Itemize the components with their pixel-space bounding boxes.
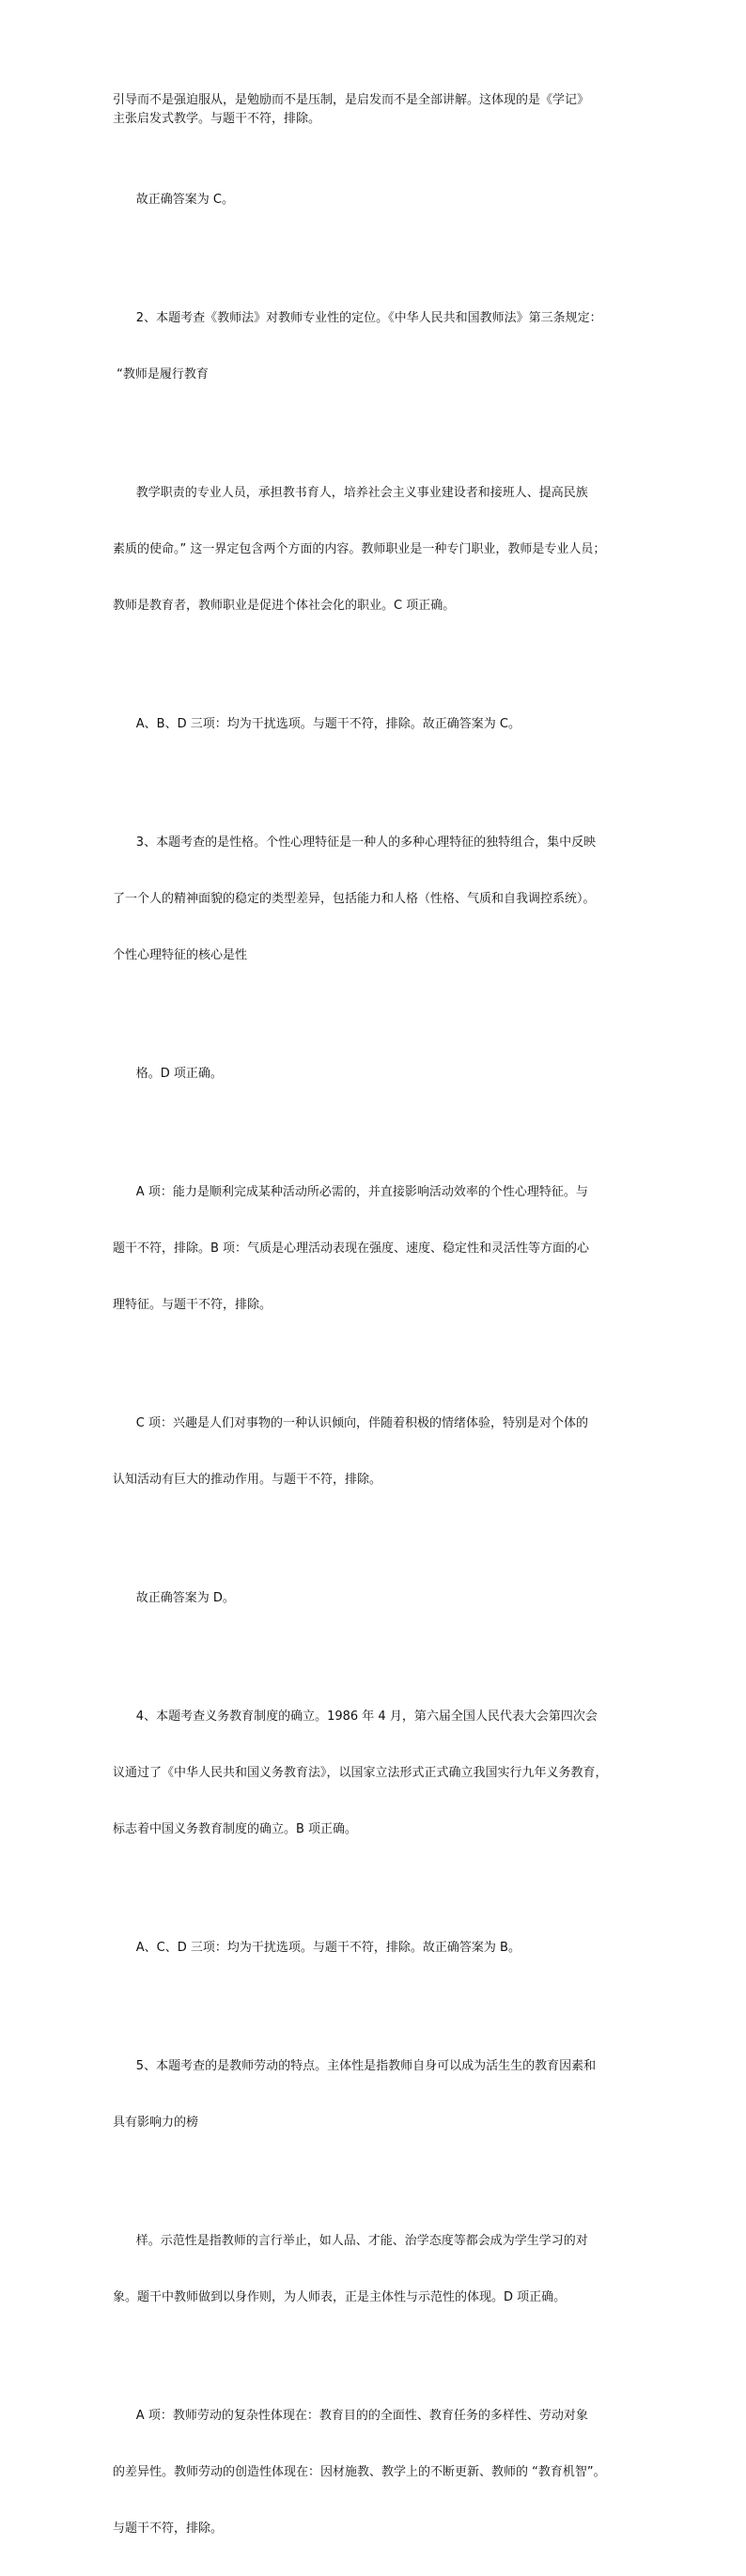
- text-line: 题干不符，排除。B 项：气质是心理活动表现在强度、速度、稳定性和灵活性等方面的心: [113, 1241, 590, 1256]
- paragraph-11: [113, 1670, 639, 1877]
- text-line: 样。示范性是指教师的言行举止，如人品、才能、治学态度等都会成为学生学习的对: [113, 2234, 588, 2248]
- text-line: 象。题干中教师做到以身作则，为人师表，正是主体性与示范性的体现。D 项正确。: [113, 2290, 567, 2304]
- text-line: 2、本题考查《教师法》对教师专业性的定位。《中华人民共和国教师法》第三条规定：: [113, 311, 602, 325]
- text-line: 与题干不符，排除。: [113, 2521, 224, 2536]
- paragraph-9: [113, 1377, 639, 1527]
- text-line: 5、本题考查的是教师劳动的特点。主体性是指教师自身可以成为活生生的教育因素和: [113, 2059, 597, 2073]
- text-line: 认知活动有巨大的推动作用。与题干不符，排除。: [113, 1473, 382, 1487]
- document-body: [113, 91, 639, 2576]
- paragraph-12: [113, 1901, 639, 1995]
- paragraph-5: [113, 678, 639, 772]
- text-line: 3、本题考查的是性格。个性心理特征是一种人的多种心理特征的独特组合，集中反映: [113, 835, 597, 850]
- paragraph-10: [113, 1552, 639, 1646]
- text-line: 主张启发式教学。与题干不符，排除。: [113, 112, 321, 126]
- paragraph-15: [113, 2369, 639, 2576]
- text-line: A 项：教师劳动的复杂性体现在：教育目的的全面性、教育任务的多样性、劳动对象: [113, 2409, 588, 2423]
- text-line: 的差异性。教师劳动的创造性体现在：因材施教、教学上的不断更新、教师的 “教育机智”。: [113, 2465, 606, 2479]
- paragraph-6: [113, 796, 639, 1003]
- text-line: 个性心理特征的核心是性: [113, 948, 248, 962]
- text-line: 标志着中国义务教育制度的确立。B 项正确。: [113, 1822, 358, 1836]
- text-line: A、B、D 三项：均为干扰选项。与题干不符，排除。故正确答案为 C。: [113, 717, 521, 731]
- text-line: 故正确答案为 D。: [113, 1591, 235, 1605]
- text-line: 素质的使命。” 这一界定包含两个方面的内容。教师职业是一种专门职业，教师是专业人员；: [113, 542, 606, 556]
- text-line: 教学职责的专业人员，承担教书育人，培养社会主义事业建设者和接班人、提高民族: [113, 486, 588, 500]
- paragraph-1: [113, 91, 639, 129]
- text-line: 4、本题考查义务教育制度的确立。1986 年 4 月，第六届全国人民代表大会第四次会: [113, 1710, 598, 1724]
- paragraph-13: [113, 2020, 639, 2170]
- text-line: 格。D 项正确。: [113, 1067, 223, 1081]
- text-line: C 项：兴趣是人们对事物的一种认识倾向，伴随着积极的情绪体验，特别是对个体的: [113, 1416, 589, 1430]
- paragraph-4: [113, 446, 639, 653]
- text-line: 引导而不是强迫服从，是勉励而不是压制，是启发而不是全部讲解。这体现的是《学记》: [113, 93, 590, 107]
- text-line: 议通过了《中华人民共和国义务教育法》，以国家立法形式正式确立我国实行九年义务教育，: [113, 1766, 608, 1780]
- text-line: 教师是教育者，教师职业是促进个体社会化的职业。C 项正确。: [113, 599, 456, 613]
- text-line: 了一个人的精神面貌的稳定的类型差异，包括能力和人格（性格、气质和自我调控系统）。: [113, 892, 596, 906]
- text-line: A 项：能力是顺利完成某种活动所必需的，并直接影响活动效率的个性心理特征。与: [113, 1185, 588, 1199]
- text-line: 故正确答案为 C。: [113, 193, 235, 207]
- text-line: 理特征。与题干不符，排除。: [113, 1298, 272, 1312]
- paragraph-3: [113, 272, 639, 422]
- text-line: “教师是履行教育: [113, 367, 209, 382]
- paragraph-14: [113, 2194, 639, 2345]
- text-line: A、C、D 三项：均为干扰选项。与题干不符，排除。故正确答案为 B。: [113, 1941, 521, 1955]
- text-line: 具有影响力的榜: [113, 2115, 199, 2130]
- paragraph-8: [113, 1146, 639, 1352]
- paragraph-2: [113, 153, 639, 247]
- paragraph-7: [113, 1027, 639, 1121]
